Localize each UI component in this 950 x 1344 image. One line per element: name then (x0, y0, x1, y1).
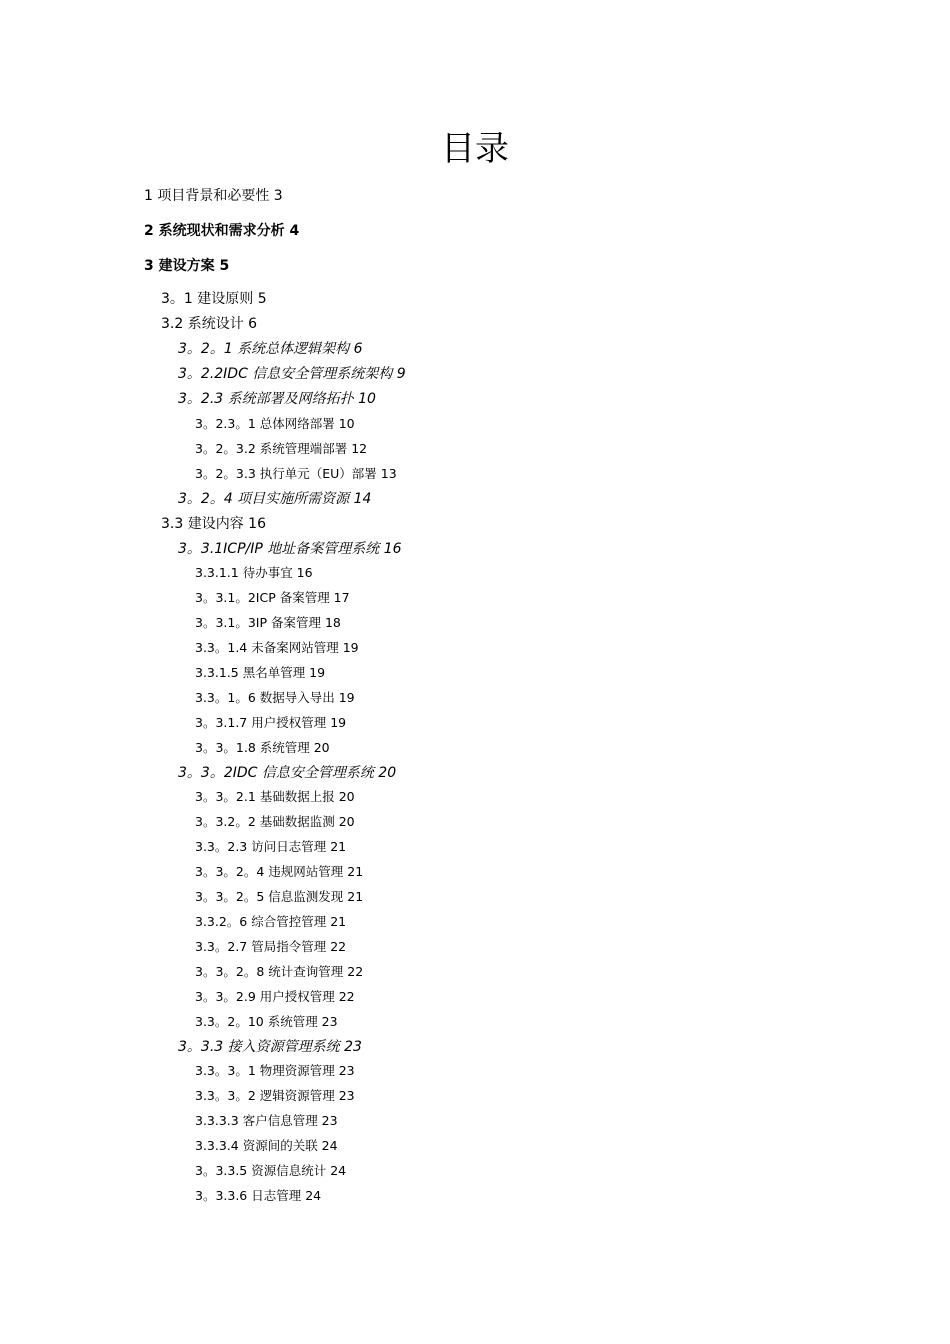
toc-entry-level-4[interactable]: 3.3.2。6 综合管控管理 21 (195, 914, 347, 929)
toc-entry-level-4[interactable]: 3。2.3。1 总体网络部署 10 (195, 416, 355, 431)
toc-entry-level-4[interactable]: 3。3。2。4 违规网站管理 21 (195, 864, 364, 879)
toc-entry-level-1[interactable]: 2 系统现状和需求分析 4 (144, 223, 300, 239)
toc-entry-level-4[interactable]: 3。3.1.7 用户授权管理 19 (195, 715, 347, 730)
toc-entry-level-4[interactable]: 3.3。3。2 逻辑资源管理 23 (195, 1088, 355, 1103)
toc-entry-level-4[interactable]: 3.3。2.7 管局指令管理 22 (195, 939, 347, 954)
toc-entry-level-4[interactable]: 3.3.3.3 客户信息管理 23 (195, 1113, 338, 1128)
toc-entry-level-3[interactable]: 3。3。2IDC 信息安全管理系统 20 (178, 765, 397, 781)
toc-entry-level-4[interactable]: 3.3。1。6 数据导入导出 19 (195, 690, 355, 705)
toc-entry-level-4[interactable]: 3。3。1.8 系统管理 20 (195, 740, 330, 755)
toc-entry-level-2[interactable]: 3.2 系统设计 6 (161, 316, 258, 332)
toc-entry-level-2[interactable]: 3。1 建设原则 5 (161, 291, 267, 307)
toc-entry-level-4[interactable]: 3.3。3。1 物理资源管理 23 (195, 1063, 355, 1078)
toc-entry-level-4[interactable]: 3。3.3.5 资源信息统计 24 (195, 1163, 347, 1178)
toc-entry-level-4[interactable]: 3。3。2.9 用户授权管理 22 (195, 989, 355, 1004)
toc-entry-level-4[interactable]: 3。3。2。5 信息监测发现 21 (195, 889, 364, 904)
toc-entry-level-4[interactable]: 3.3。2。10 系统管理 23 (195, 1014, 338, 1029)
toc-entry-level-4[interactable]: 3。2。3.3 执行单元（EU）部署 13 (195, 466, 397, 481)
toc-entry-level-1[interactable]: 1 项目背景和必要性 3 (144, 188, 283, 204)
toc-entry-level-3[interactable]: 3。2。1 系统总体逻辑架构 6 (178, 341, 363, 357)
toc-entry-level-4[interactable]: 3。3.1。3IP 备案管理 18 (195, 615, 341, 630)
toc-entry-level-4[interactable]: 3。2。3.2 系统管理端部署 12 (195, 441, 368, 456)
toc-entry-level-3[interactable]: 3。2.2IDC 信息安全管理系统架构 9 (178, 366, 406, 382)
toc-entry-level-4[interactable]: 3。3.3.6 日志管理 24 (195, 1188, 322, 1203)
toc-entry-level-4[interactable]: 3。3.2。2 基础数据监测 20 (195, 814, 355, 829)
toc-entry-level-3[interactable]: 3。3.3 接入资源管理系统 23 (178, 1039, 362, 1055)
toc-entry-level-4[interactable]: 3.3.1.1 待办事宜 16 (195, 565, 313, 580)
toc-entry-level-4[interactable]: 3。3。2。8 统计查询管理 22 (195, 964, 364, 979)
toc-entry-level-4[interactable]: 3.3.3.4 资源间的关联 24 (195, 1138, 338, 1153)
toc-entry-level-4[interactable]: 3。3。2.1 基础数据上报 20 (195, 789, 355, 804)
toc-entry-level-3[interactable]: 3。3.1ICP/IP 地址备案管理系统 16 (178, 541, 402, 557)
toc-entry-level-3[interactable]: 3。2。4 项目实施所需资源 14 (178, 491, 372, 507)
toc-entry-level-4[interactable]: 3.3。1.4 未备案网站管理 19 (195, 640, 359, 655)
toc-entry-level-4[interactable]: 3.3.1.5 黑名单管理 19 (195, 665, 326, 680)
toc-entry-level-4[interactable]: 3。3.1。2ICP 备案管理 17 (195, 590, 350, 605)
toc-entry-level-1[interactable]: 3 建设方案 5 (144, 258, 230, 274)
toc-entry-level-2[interactable]: 3.3 建设内容 16 (161, 516, 266, 532)
page-title: 目录 (441, 129, 509, 169)
toc-entry-level-4[interactable]: 3.3。2.3 访问日志管理 21 (195, 839, 347, 854)
toc-entry-level-3[interactable]: 3。2.3 系统部署及网络拓扑 10 (178, 391, 376, 407)
